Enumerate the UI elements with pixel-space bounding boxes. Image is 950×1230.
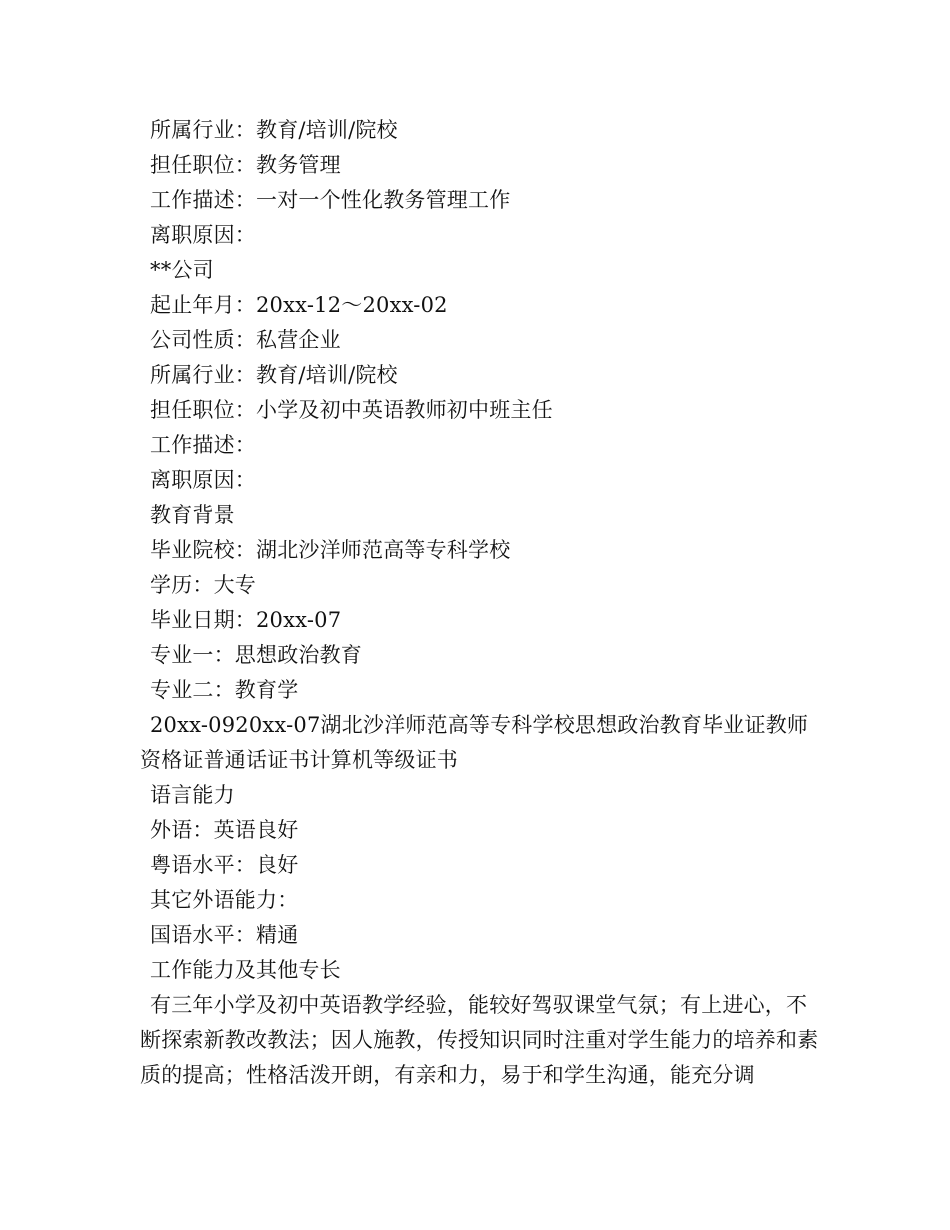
skills-paragraph: 有三年小学及初中英语教学经验，能较好驾驭课堂气氛；有上进心，不断探索新教改教法；因人施教，传授知识同时注重对学生能力的培养和素质的提高；性格活泼开朗，有亲和力，易于和学生沟通，能充分调 [140, 993, 819, 1087]
industry-line: 所属行业：教育/培训/院校 [150, 118, 398, 142]
document-content [140, 113, 820, 1093]
date-range-line: 起止年月：20xx-12～20xx-02 [150, 293, 448, 317]
leave-reason-line: 离职原因： [150, 223, 256, 247]
job-description-line-2: 工作描述： [150, 433, 256, 457]
mandarin-line: 国语水平：精通 [150, 923, 299, 947]
cantonese-line: 粤语水平：良好 [150, 853, 299, 877]
foreign-language-line: 外语：英语良好 [150, 818, 299, 842]
leave-reason-line-2: 离职原因： [150, 468, 256, 492]
graduation-date-line: 毕业日期：20xx-07 [150, 608, 342, 632]
company-name-line: **公司 [150, 258, 214, 282]
skills-heading: 工作能力及其他专长 [150, 958, 341, 982]
education-heading: 教育背景 [150, 503, 235, 527]
position-line-2: 担任职位：小学及初中英语教师初中班主任 [150, 398, 553, 422]
degree-line: 学历：大专 [150, 573, 256, 597]
company-type-line: 公司性质：私营企业 [150, 328, 341, 352]
major-one-line: 专业一：思想政治教育 [150, 643, 362, 667]
other-language-line: 其它外语能力： [150, 888, 299, 912]
industry-line-2: 所属行业：教育/培训/院校 [150, 363, 398, 387]
major-two-line: 专业二：教育学 [150, 678, 299, 702]
position-line: 担任职位：教务管理 [150, 153, 341, 177]
job-description-line: 工作描述：一对一个性化教务管理工作 [150, 188, 511, 212]
language-heading: 语言能力 [150, 783, 235, 807]
school-line: 毕业院校：湖北沙洋师范高等专科学校 [150, 538, 511, 562]
certificates-paragraph: 20xx-0920xx-07湖北沙洋师范高等专科学校思想政治教育毕业证教师资格证普通话证书计算机等级证书 [140, 713, 809, 772]
